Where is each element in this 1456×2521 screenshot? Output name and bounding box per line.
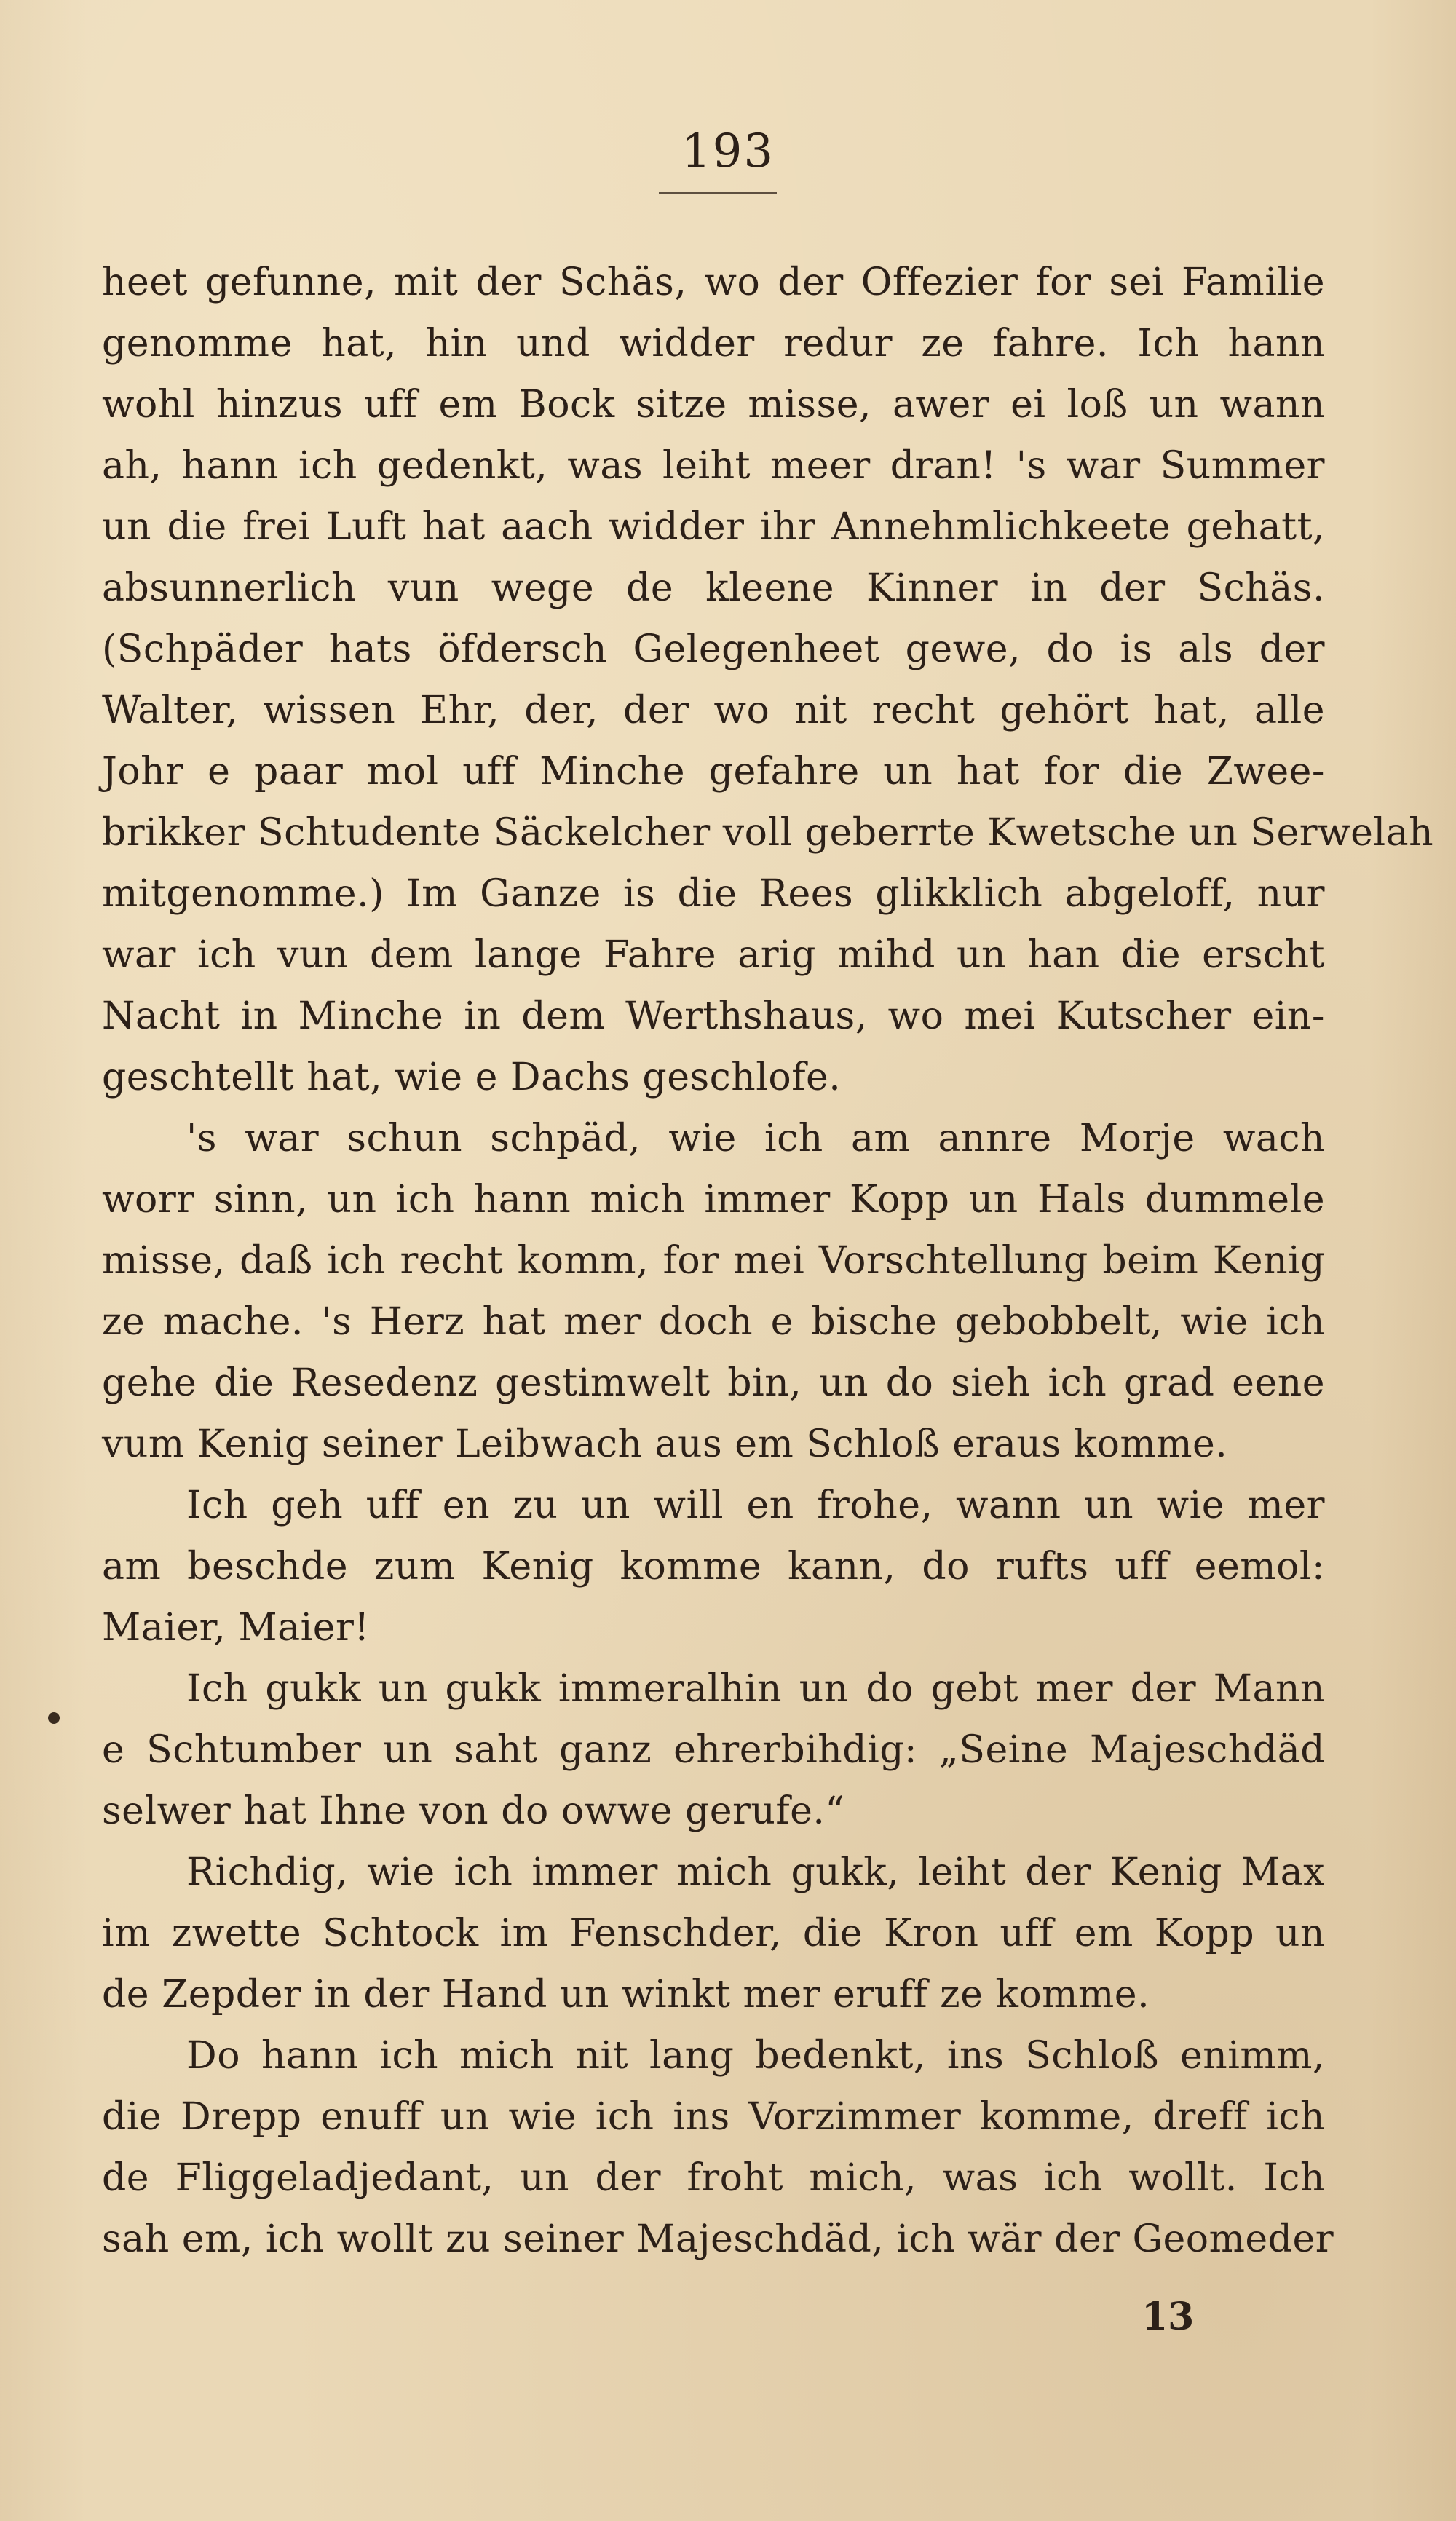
text-line: sah em, ich wollt zu seiner Majeschdäd, ich wär der Geomeder <box>102 2217 1334 2261</box>
text-line: brikker Schtudente Säckelcher voll geberrte Kwetsche un Serwelah <box>102 811 1434 855</box>
body-text <box>102 252 1434 2270</box>
text-line: misse, daß ich recht komm, for mei Vorschtellung beim Kenig <box>102 1239 1325 1283</box>
text-line: un die frei Luft hat aach widder ihr Annehmlichkeete gehatt, <box>102 505 1325 549</box>
text-line: Richdig, wie ich immer mich gukk, leiht der Kenig Max <box>186 1851 1325 1894</box>
text-line: heet gefunne, mit der Schäs, wo der Offezier for sei Familie <box>102 261 1325 304</box>
text-line: 's war schun schpäd, wie ich am annre Morje wach <box>186 1117 1325 1160</box>
text-line: ze mache. 's Herz hat mer doch e bische gebobbelt, wie ich <box>102 1300 1325 1344</box>
text-line: mitgenomme.) Im Ganze is die Rees glikklich abgeloff, nur <box>102 872 1325 916</box>
text-line: (Schpäder hats öfdersch Gelegenheet gewe, do is als der <box>102 628 1325 671</box>
text-line: Do hann ich mich nit lang bedenkt, ins Schloß enimm, <box>186 2034 1325 2078</box>
text-line: worr sinn, un ich hann mich immer Kopp un Hals dummele <box>102 1178 1325 1222</box>
text-line: am beschde zum Kenig komme kann, do rufts uff eemol: <box>102 1545 1325 1588</box>
text-line: ah, hann ich gedenkt, was leiht meer dran! 's war Summer <box>102 444 1325 488</box>
text-line: Nacht in Minche in dem Werthshaus, wo mei Kutscher ein- <box>102 994 1325 1038</box>
text-line: de Fliggeladjedant, un der froht mich, was ich wollt. Ich <box>102 2156 1325 2200</box>
header-rule <box>659 192 777 194</box>
signature-mark: 13 <box>1142 2295 1195 2339</box>
text-line: e Schtumber un saht ganz ehrerbihdig: „Seine Majeschdäd <box>102 1728 1325 1772</box>
text-line: Maier, Maier! <box>102 1606 370 1650</box>
text-line: im zwette Schtock im Fenschder, die Kron uff em Kopp un <box>102 1912 1325 1955</box>
text-line: de Zepder in der Hand un winkt mer eruff ze komme. <box>102 1973 1150 2017</box>
text-line: Ich gukk un gukk immeralhin un do gebt mer der Mann <box>186 1667 1325 1711</box>
text-line: selwer hat Ihne von do owwe gerufe.“ <box>102 1789 845 1833</box>
text-line: geschtellt hat, wie e Dachs geschlofe. <box>102 1056 842 1099</box>
text-line: Walter, wissen Ehr, der, der wo nit recht gehört hat, alle <box>102 689 1325 732</box>
page-number: 193 <box>681 124 775 178</box>
text-line: die Drepp enuff un wie ich ins Vorzimmer komme, dreff ich <box>102 2095 1325 2139</box>
text-line: war ich vun dem lange Fahre arig mihd un han die erscht <box>102 933 1325 977</box>
text-line: genomme hat, hin und widder redur ze fahre. Ich hann <box>102 322 1325 365</box>
text-line: absunnerlich vun wege de kleene Kinner in der Schäs. <box>102 566 1325 610</box>
text-line: Johr e paar mol uff Minche gefahre un hat for die Zwee- <box>102 750 1325 793</box>
text-line: gehe die Resedenz gestimwelt bin, un do sieh ich grad eene <box>102 1361 1325 1405</box>
text-line: vum Kenig seiner Leibwach aus em Schloß eraus komme. <box>102 1422 1228 1466</box>
text-line: Ich geh uff en zu un will en frohe, wann un wie mer <box>186 1484 1325 1527</box>
margin-mark <box>48 1712 60 1724</box>
text-line: wohl hinzus uff em Bock sitze misse, awer ei loß un wann <box>102 383 1325 427</box>
